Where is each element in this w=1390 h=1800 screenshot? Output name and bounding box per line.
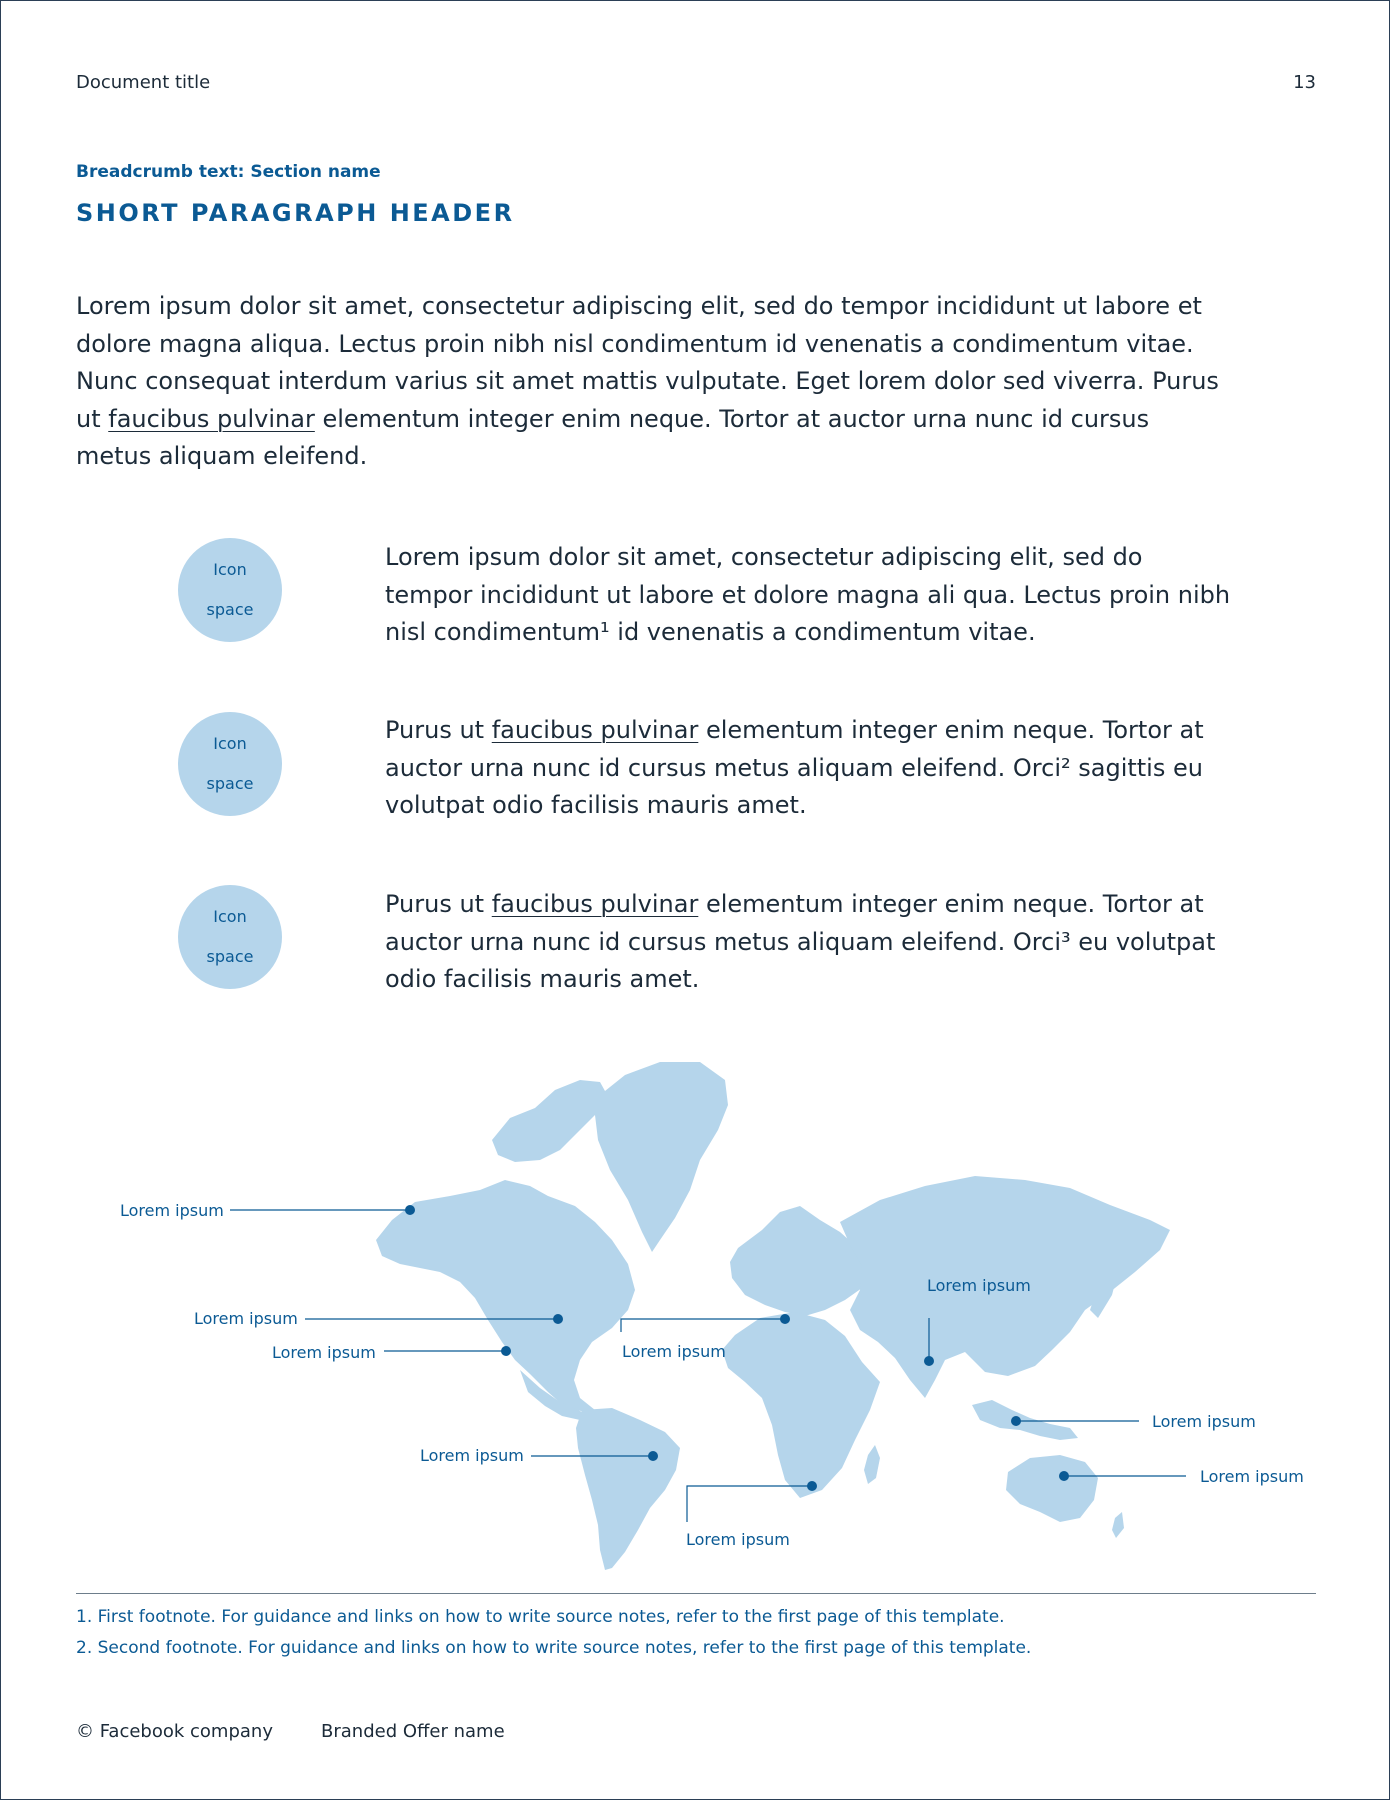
map-marker (501, 1346, 511, 1356)
faucibus-pulvinar-link[interactable]: faucibus pulvinar (108, 404, 315, 433)
world-map (0, 1050, 1390, 1580)
icon-placeholder (178, 712, 282, 816)
north-america-shape (376, 1180, 635, 1426)
map-label: Lorem ipsum (686, 1530, 790, 1549)
footnote: 1. First footnote. For guidance and links on how to write source notes, refer to the first page of this template. (76, 1607, 1005, 1627)
new-zealand-shape (1112, 1512, 1124, 1538)
footnote: 2. Second footnote. For guidance and links on how to write source notes, refer to the first page of this template. (76, 1638, 1032, 1658)
feature-text: Purus ut (385, 890, 492, 918)
map-label: Lorem ipsum (272, 1343, 376, 1362)
intro-paragraph (76, 288, 1226, 476)
africa-shape (722, 1312, 880, 1498)
icon-placeholder (178, 538, 282, 642)
feature-text-end: elementum integer enim neque. Tortor at auctor urna nunc id cursus metus aliquam eleifend. Orci² sagittis eu volutpat odio facilisis mauris amet. (385, 716, 1204, 820)
map-label: Lorem ipsum (420, 1446, 524, 1465)
map-marker (1059, 1471, 1069, 1481)
madagascar-shape (864, 1445, 880, 1484)
section-header: SHORT PARAGRAPH HEADER (76, 199, 515, 227)
faucibus-pulvinar-link[interactable]: faucibus pulvinar (491, 890, 699, 918)
map-marker (1011, 1416, 1021, 1426)
map-label: Lorem ipsum (194, 1309, 298, 1328)
southeast-asia-islands-shape (972, 1400, 1078, 1440)
icon-placeholder (178, 885, 282, 989)
page-number: 13 (1293, 72, 1316, 93)
map-label: Lorem ipsum (622, 1342, 726, 1361)
feature-text-end: elementum integer enim neque. Tortor at auctor urna nunc id cursus metus aliquam eleifend. Orci³ eu volutpat odio facilisis mauris amet. (385, 890, 1216, 994)
icon-placeholder-text: Icon (213, 907, 247, 926)
feature-paragraph (385, 539, 1235, 652)
map-label: Lorem ipsum (1200, 1467, 1304, 1486)
map-marker (553, 1314, 563, 1324)
map-marker (807, 1481, 817, 1491)
map-label: Lorem ipsum (120, 1201, 224, 1220)
footer-offer-name: Branded Offer name (321, 1721, 505, 1742)
map-marker (780, 1314, 790, 1324)
icon-placeholder-text: space (206, 774, 254, 793)
map-marker (924, 1356, 934, 1366)
map-marker (405, 1205, 415, 1215)
feature-paragraph (385, 712, 1235, 825)
map-label: Lorem ipsum (1152, 1412, 1256, 1431)
greenland-shape (595, 1062, 728, 1252)
faucibus-pulvinar-link[interactable]: faucibus pulvinar (491, 716, 699, 744)
feature-paragraph (385, 886, 1235, 999)
australia-shape (1006, 1455, 1098, 1522)
feature-text: Purus ut (385, 716, 492, 744)
arctic-islands-shape (492, 1080, 610, 1162)
feature-text: Lorem ipsum dolor sit amet, consectetur adipiscing elit, sed do tempor incididunt ut labore et dolore magna ali qua. Lectus proin nibh nisl condimentum¹ id venenatis a condimentum vitae. (385, 543, 1231, 647)
land-masses (376, 1062, 1170, 1570)
map-marker (648, 1451, 658, 1461)
icon-placeholder-text: space (206, 600, 254, 619)
icon-placeholder-text: space (206, 947, 254, 966)
icon-placeholder-text: Icon (213, 734, 247, 753)
footnote-divider (76, 1593, 1316, 1594)
south-america-shape (576, 1408, 680, 1570)
map-label: Lorem ipsum (927, 1276, 1031, 1295)
breadcrumb: Breadcrumb text: Section name (76, 162, 381, 182)
icon-placeholder-text: Icon (213, 560, 247, 579)
intro-text-end: elementum integer enim neque. Tortor at auctor urna nunc id cursus metus aliquam eleifend. (76, 404, 1150, 471)
footer-copyright: © Facebook company (76, 1721, 273, 1742)
leader-line (687, 1486, 812, 1522)
document-title: Document title (76, 72, 211, 93)
intro-text: Lorem ipsum dolor sit amet, consectetur adipiscing elit, sed do tempor incididunt ut labore et dolore magna aliqua. Lectus proin nibh nisl condimentum id venenatis a condimentum vitae. Nunc consequat interdum varius sit amet mattis vulputate. Eget lorem dolor sed viverra. Purus ut (76, 292, 1219, 433)
